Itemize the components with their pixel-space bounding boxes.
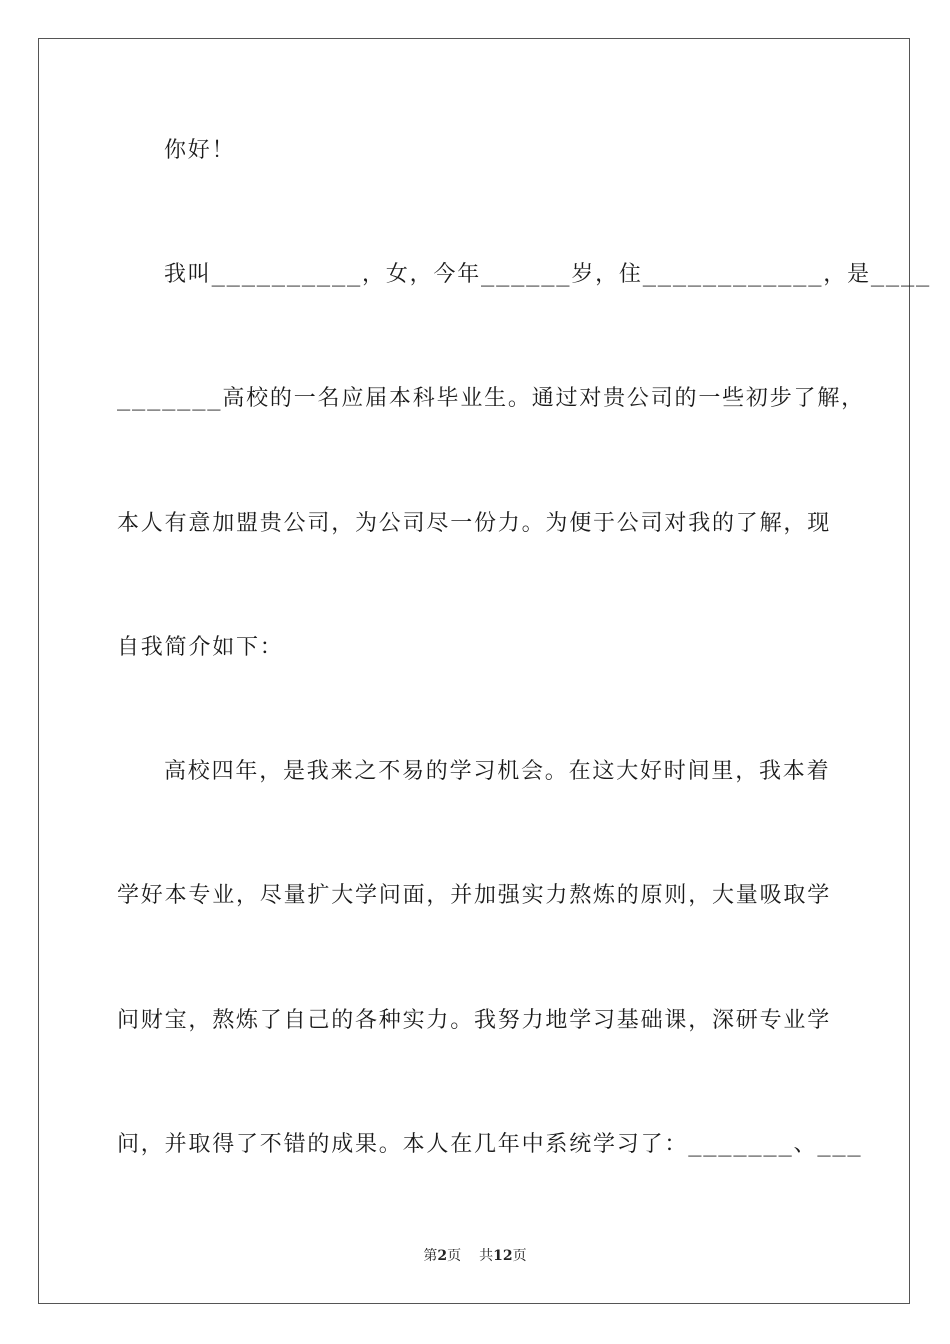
page-suffix: 页 [447,1248,462,1264]
text-line: 学好本专业，尽量扩大学问面，并加强实力熬炼的原则，大量吸取学 [117,883,832,908]
page-total: 12 [493,1248,513,1264]
text-line: 问，并取得了不错的成果。本人在几年中系统学习了：_______、___ [117,1132,863,1157]
page-footer [0,1247,950,1265]
text-line: 本人有意加盟贵公司，为公司尽一份力。为便于公司对我的了解，现 [117,511,832,536]
text-line: _______高校的一名应届本科毕业生。通过对贵公司的一些初步了解， [117,386,865,411]
text-line: 我叫__________，女，今年______岁，住____________，是____ [164,262,932,287]
text-line: 自我简介如下： [117,635,284,660]
greeting-line: 你好！ [164,138,236,163]
total-prefix: 共 [479,1248,494,1264]
page-current: 2 [437,1248,448,1264]
text-line: 问财宝，熬炼了自己的各种实力。我努力地学习基础课，深研专业学 [117,1008,832,1033]
page-border [38,38,932,1304]
total-suffix: 页 [512,1248,527,1264]
page-prefix: 第 [423,1248,438,1264]
text-line: 高校四年，是我来之不易的学习机会。在这大好时间里，我本着 [164,759,831,784]
